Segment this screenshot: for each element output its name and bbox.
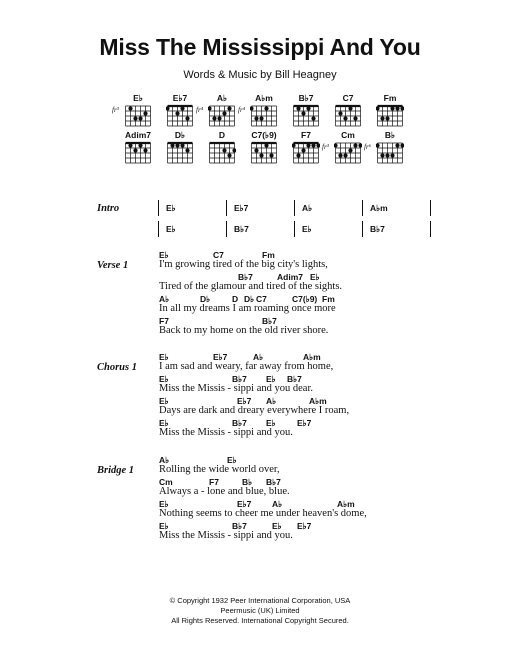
bar-chord: A♭m: [370, 203, 388, 213]
chord-diagram: [364, 130, 410, 170]
section-label-intro: Intro: [97, 203, 120, 214]
bar-line: [294, 200, 295, 216]
lyric-chord: A♭: [159, 455, 170, 465]
chord-diagram: [322, 130, 368, 170]
chord-finger-dot: [334, 143, 338, 147]
chord-finger-dot: [376, 143, 380, 147]
lyric-chord: Fm: [262, 250, 275, 260]
lyric-chord: E♭7: [237, 499, 252, 509]
chord-finger-dot: [306, 143, 310, 147]
lyric-chord: Fm: [322, 294, 335, 304]
bar-chord: E♭: [166, 203, 176, 213]
chord-finger-dot: [269, 153, 273, 157]
chord-finger-dot: [338, 111, 342, 115]
chord-finger-dot: [175, 143, 179, 147]
chord-fretboard: [208, 103, 236, 127]
chord-finger-dot: [395, 106, 399, 110]
chord-fretboard: [208, 140, 236, 164]
copyright-line-2: Peermusic (UK) Limited: [220, 606, 300, 615]
lyric-chord: E♭: [159, 418, 169, 428]
chord-diagram-name: D♭: [174, 130, 186, 140]
chord-finger-dot: [259, 153, 263, 157]
copyright-footer: [0, 596, 520, 626]
chord-fretboard: [124, 140, 152, 164]
lyric-chord: D♭: [200, 294, 211, 304]
chord-diagram: [202, 130, 242, 170]
lyric-chord: F7: [159, 316, 169, 326]
section-label-verse-1: Verse 1: [97, 260, 129, 271]
bar-line: [226, 221, 227, 237]
lyric-chord: C7(♭9): [292, 294, 318, 304]
chord-diagram-name: A♭: [216, 93, 228, 103]
lyric-line: Back to my home on the old river shore.: [159, 325, 329, 336]
lyric-chord: Cm: [159, 477, 173, 487]
chord-fret-label: fr³: [112, 106, 119, 114]
chord-finger-dot: [133, 116, 137, 120]
chord-finger-dot: [380, 116, 384, 120]
chord-diagram: [196, 93, 242, 133]
lyric-line: Miss the Missis - sippi and you.: [159, 530, 293, 541]
lyric-chord: A♭m: [337, 499, 355, 509]
chord-finger-dot: [390, 106, 394, 110]
chord-diagram-name: D: [218, 130, 226, 140]
lyric-chord: B♭7: [232, 521, 247, 531]
chord-fretboard: [124, 103, 152, 127]
chord-finger-dot: [311, 143, 315, 147]
lyric-chord: A♭: [253, 352, 264, 362]
copyright-line-3: All Rights Reserved. International Copyright Secured.: [171, 616, 349, 625]
chord-diagram-name: Fm: [383, 93, 397, 103]
chord-diagram-name: Cm: [341, 130, 355, 140]
section-label-bridge-1: Bridge 1: [97, 465, 135, 476]
lyric-chord: E♭: [266, 418, 276, 428]
chord-fretboard: [376, 140, 404, 164]
chord-diagram-name: E♭: [133, 93, 143, 103]
chord-finger-dot: [138, 116, 142, 120]
lyric-chord: B♭7: [262, 316, 277, 326]
lyric-chord: D: [232, 294, 239, 304]
lyric-line: Miss the Missis - sippi and you dear.: [159, 383, 313, 394]
lyric-chord: E♭: [159, 352, 169, 362]
lyric-chord: B♭7: [232, 374, 247, 384]
chord-fretboard: [292, 103, 320, 127]
chord-diagram: [370, 93, 410, 133]
lyric-chord: A♭: [266, 396, 277, 406]
bar-chord: B♭7: [370, 224, 385, 234]
chord-fretboard: [376, 103, 404, 127]
lyric-chord: B♭7: [266, 477, 281, 487]
chord-diagram-name: B♭7: [298, 93, 314, 103]
chord-finger-dot: [264, 143, 268, 147]
chord-finger-dot: [385, 153, 389, 157]
chord-diagram-name: F7: [301, 130, 311, 140]
chord-finger-dot: [264, 106, 268, 110]
chord-finger-dot: [133, 148, 137, 152]
chord-fret-label: fr³: [322, 143, 329, 151]
chord-finger-dot: [296, 106, 300, 110]
chord-finger-dot: [353, 116, 357, 120]
chord-diagram: [238, 93, 284, 133]
bar-line: [362, 200, 363, 216]
chord-fretboard: [166, 103, 194, 127]
chord-finger-dot: [395, 143, 399, 147]
lyric-chord: E♭: [159, 499, 169, 509]
chord-finger-dot: [208, 106, 212, 110]
chord-diagram-name: B♭: [384, 130, 396, 140]
chord-finger-dot: [301, 111, 305, 115]
chord-fret-label: fr⁴: [196, 106, 204, 114]
chord-finger-dot: [222, 148, 226, 152]
bar-line: [430, 200, 431, 216]
lyric-chord: E♭: [159, 250, 169, 260]
lyric-line: Tired of the glamour and tired of the sights.: [159, 281, 343, 292]
lyric-chord: A♭m: [309, 396, 327, 406]
chord-diagram: [160, 93, 200, 133]
chord-diagram-name: Adim7: [125, 130, 151, 140]
chord-fretboard: [250, 103, 278, 127]
bar-line: [430, 221, 431, 237]
bar-chord: B♭7: [234, 224, 249, 234]
lyric-chord: B♭: [242, 477, 253, 487]
chord-finger-dot: [250, 106, 254, 110]
chord-diagram: [286, 93, 326, 133]
lyric-chord: E♭: [159, 396, 169, 406]
chord-fretboard: [334, 103, 362, 127]
lyric-chord: C7: [213, 250, 224, 260]
chord-finger-dot: [254, 148, 258, 152]
chord-finger-dot: [353, 143, 357, 147]
section-label-chorus-1: Chorus 1: [97, 362, 137, 373]
chord-diagram-name: C7(♭9): [251, 130, 277, 140]
lyric-chord: E♭7: [297, 521, 312, 531]
chord-finger-dot: [343, 153, 347, 157]
chord-diagram-name: E♭7: [172, 93, 188, 103]
lyric-chord: E♭7: [297, 418, 312, 428]
chord-diagram: [328, 93, 368, 133]
chord-finger-dot: [296, 153, 300, 157]
chord-finger-dot: [311, 116, 315, 120]
copyright-line-1: © Copyright 1932 Peer International Corporation, USA: [169, 596, 351, 605]
chord-finger-dot: [175, 111, 179, 115]
lyric-chord: E♭: [272, 521, 282, 531]
lyric-chord: A♭: [159, 294, 170, 304]
chord-fretboard: [166, 140, 194, 164]
lyric-chord: Adim7: [277, 272, 303, 282]
song-title: Miss The Mississippi And You: [99, 34, 421, 60]
lyric-line: Always a - lone and blue, blue.: [159, 486, 290, 497]
bar-chord: E♭: [166, 224, 176, 234]
chord-finger-dot: [180, 143, 184, 147]
chord-diagram: [112, 93, 158, 133]
lyric-chord: A♭: [272, 499, 283, 509]
chord-finger-dot: [232, 148, 236, 152]
chord-finger-dot: [128, 143, 132, 147]
chord-finger-dot: [338, 153, 342, 157]
lyric-chord: E♭: [159, 521, 169, 531]
bar-line: [226, 200, 227, 216]
chord-finger-dot: [185, 148, 189, 152]
chord-finger-dot: [212, 116, 216, 120]
lyric-line: In all my dreams I am roaming once more: [159, 303, 336, 314]
lyric-chord: D♭: [244, 294, 255, 304]
chord-finger-dot: [400, 143, 404, 147]
chord-finger-dot: [390, 153, 394, 157]
chord-finger-dot: [358, 143, 362, 147]
bar-chord: A♭: [302, 203, 313, 213]
chord-finger-dot: [227, 153, 231, 157]
chord-finger-dot: [170, 143, 174, 147]
chord-finger-dot: [143, 148, 147, 152]
bar-line: [294, 221, 295, 237]
lyric-chord: C7: [256, 294, 267, 304]
chord-finger-dot: [227, 106, 231, 110]
lyric-chord: E♭: [310, 272, 320, 282]
chord-finger-dot: [306, 106, 310, 110]
lyric-line: Nothing seems to cheer me under heaven's dome,: [159, 508, 367, 519]
chord-fret-label: fr⁶: [364, 143, 372, 151]
bar-line: [158, 221, 159, 237]
lyric-chord: B♭7: [238, 272, 253, 282]
bar-chord: E♭7: [234, 203, 249, 213]
lyric-chord: B♭7: [287, 374, 302, 384]
chord-finger-dot: [348, 148, 352, 152]
bar-line: [158, 200, 159, 216]
chord-finger-dot: [185, 116, 189, 120]
chord-fretboard: [334, 140, 362, 164]
lyric-chord: E♭7: [213, 352, 228, 362]
chord-finger-dot: [301, 148, 305, 152]
chord-finger-dot: [143, 111, 147, 115]
lyric-chord: E♭: [159, 374, 169, 384]
chord-finger-dot: [380, 153, 384, 157]
lyric-chord: E♭: [266, 374, 276, 384]
chord-diagram: [286, 130, 326, 170]
bar-chord: E♭: [302, 224, 312, 234]
chord-finger-dot: [217, 116, 221, 120]
chord-fretboard: [292, 140, 320, 164]
chord-diagram: [160, 130, 200, 170]
chord-finger-dot: [128, 106, 132, 110]
lyric-chord: E♭: [227, 455, 237, 465]
lyric-line: I am sad and weary, far away from home,: [159, 361, 334, 372]
bar-line: [362, 221, 363, 237]
lyric-chord: A♭m: [303, 352, 321, 362]
chord-finger-dot: [343, 116, 347, 120]
song-credit: Words & Music by Bill Heagney: [183, 69, 337, 81]
chord-finger-dot: [222, 111, 226, 115]
lyric-chord: E♭7: [237, 396, 252, 406]
lyric-line: Days are dark and dreary everywhere I roam,: [159, 405, 350, 416]
chord-fretboard: [250, 140, 278, 164]
chord-finger-dot: [180, 106, 184, 110]
chord-fret-label: fr⁴: [238, 106, 246, 114]
lyric-line: Miss the Missis - sippi and you.: [159, 427, 293, 438]
lyric-line: Rolling the wide world over,: [159, 464, 280, 475]
chord-diagram-name: C7: [342, 93, 354, 103]
chord-finger-dot: [259, 116, 263, 120]
chord-finger-dot: [348, 106, 352, 110]
chord-diagram-name: A♭m: [255, 93, 273, 103]
chord-finger-dot: [385, 116, 389, 120]
chord-diagram: [118, 130, 158, 170]
chord-finger-dot: [138, 143, 142, 147]
lyric-chord: F7: [209, 477, 219, 487]
lyric-line: I'm growing tired of the big city's lights,: [159, 259, 328, 270]
chord-finger-dot: [254, 116, 258, 120]
chord-diagram: [244, 130, 284, 170]
lyric-chord: B♭7: [232, 418, 247, 428]
